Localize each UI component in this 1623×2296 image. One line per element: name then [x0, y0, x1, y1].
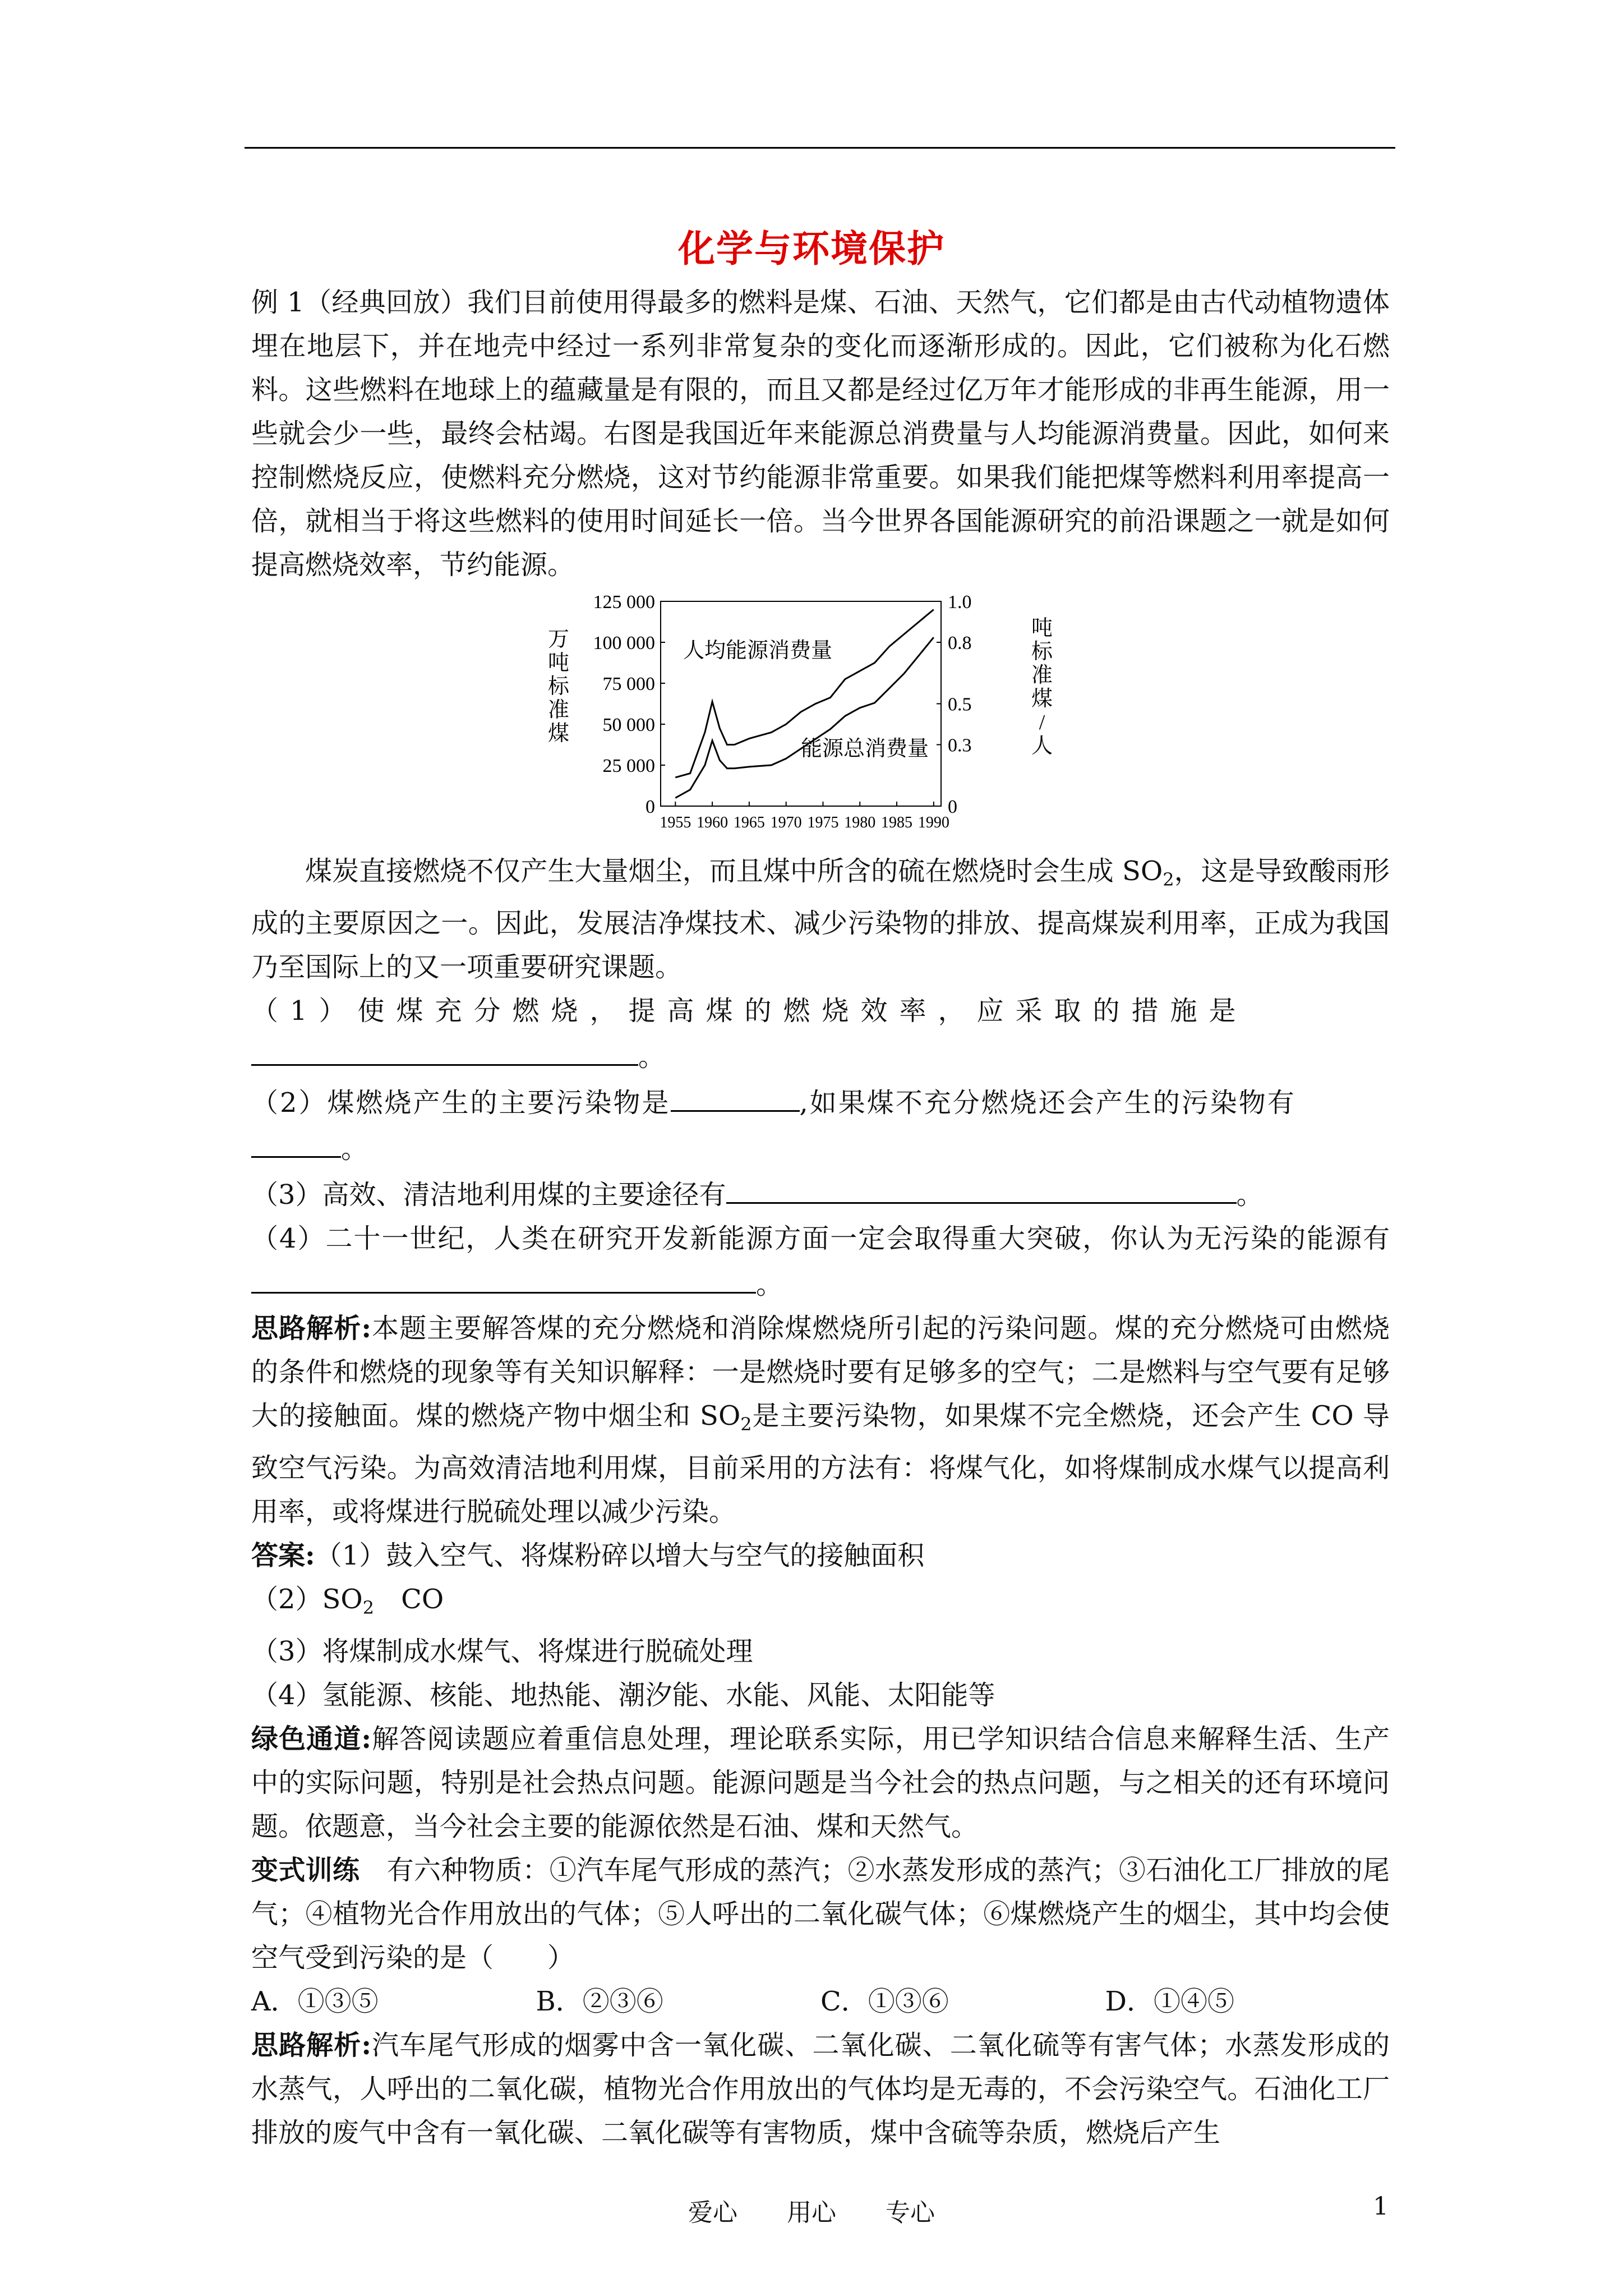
answer-item-1: （1）鼓入空气、将煤粉碎以增大与空气的接触面积	[315, 1540, 925, 1571]
question-3	[251, 1171, 1390, 1217]
chart-frame	[661, 601, 941, 806]
paragraph-coal	[251, 849, 1390, 989]
green-channel	[251, 1717, 1390, 1848]
analysis-1-label: 思路解析:	[251, 1313, 372, 1344]
footer-motto: 爱心 用心 专心	[688, 2198, 935, 2227]
answer-blank-3[interactable]	[726, 1171, 1237, 1204]
so2-subscript: 2	[1163, 869, 1174, 890]
analysis-2	[251, 2023, 1390, 2155]
energy-chart	[543, 590, 1104, 843]
left-tick-label: 25 000	[602, 756, 655, 776]
answer-blank-2a[interactable]	[671, 1079, 800, 1112]
header-rule	[245, 147, 1395, 149]
analysis-1-text-a: 本题主要解答煤的充分燃烧和消除煤燃烧所引起的污染问题。煤的充分燃烧可由燃烧的条件和燃烧的现象等有关知识解释：一是燃烧时要有足够多的空气；二是燃料与空气要有足够大的接触面。煤的燃烧产物中烟尘和 SO	[251, 1313, 1390, 1432]
question-4-a: （4）二十一世纪，人类在研究开发新能源方面一定会取得重大突破，你认为无污染的能源有	[251, 1223, 1390, 1254]
left-axis-label-char: 标	[547, 675, 570, 698]
green-channel-text: 解答阅读题应着重信息处理，理论联系实际，用已学知识结合信息来解释生活、生产中的实际问题，特别是社会热点问题。能源问题是当今社会的热点问题，与之相关的还有环境问题。依题意，当今社会主要的能源依然是石油、煤和天然气。	[251, 1723, 1390, 1842]
paragraph-coal-b: ，这是导致酸雨形成的主要原因之一。因此，发展洁净煤技术、减少污染物的排放、提高煤炭利用率，正成为我国乃至国际上的又一项重要研究课题。	[251, 855, 1390, 983]
left-tick-label: 0	[645, 797, 655, 817]
answer-item-2-sub: 2	[362, 1597, 375, 1618]
green-channel-label: 绿色通道:	[251, 1723, 372, 1755]
left-axis-label-char: 吨	[547, 651, 570, 675]
left-tick-label: 75 000	[602, 674, 655, 694]
left-tick-label: 100 000	[593, 633, 655, 654]
left-axis-label-char: 煤	[547, 722, 570, 746]
x-tick-label: 1985	[881, 814, 913, 831]
question-4	[251, 1217, 1390, 1306]
variant-text: 有六种物质：①汽车尾气形成的蒸汽；②水蒸发形成的蒸汽；③石油化工厂排放的尾气；④植物光合作用放出的气体；⑤人呼出的二氧化碳气体；⑥煤燃烧产生的烟尘，其中均会使空气受到污染的是（ ）	[251, 1855, 1390, 1973]
question-1: （1）使煤充分燃烧，提高煤的燃烧效率，应采取的措施是	[251, 995, 1248, 1027]
analysis-1	[251, 1306, 1390, 1534]
x-tick-label: 1980	[844, 814, 876, 831]
question-1-answer-line	[251, 1033, 1390, 1079]
analysis-1-text-b: 是主要污染物，如果煤不完全燃烧，还会产生 CO 导致空气污染。为高效清洁地利用煤，目前采用的方法有：将煤气化，如将煤制成水煤气以提高利用率，或将煤进行脱硫处理以减少污染。	[251, 1400, 1390, 1527]
right-tick-label: 1.0	[948, 592, 972, 613]
question-3-end: 。	[1236, 1179, 1264, 1211]
answer-item-2-b: CO	[374, 1584, 444, 1615]
variant-training	[251, 1848, 1390, 1980]
question-1-end: 。	[638, 1041, 666, 1073]
option-d[interactable]: D．①④⑤	[1105, 1986, 1234, 2017]
x-tick-label: 1965	[733, 814, 765, 831]
page-content	[251, 280, 1390, 2155]
right-tick-label: 0.8	[948, 633, 972, 654]
choice-options	[251, 1980, 1390, 2023]
left-axis-label-char: 万	[547, 628, 570, 651]
right-axis-label-char: /	[1039, 711, 1045, 734]
question-2-answer-line	[251, 1125, 1390, 1171]
left-tick-label: 125 000	[593, 592, 655, 613]
right-tick-label: 0	[948, 797, 957, 817]
answer-blank-1[interactable]	[251, 1033, 638, 1066]
answer-3: （3）将煤制成水煤气、将煤进行脱硫处理	[251, 1636, 753, 1667]
example-intro: 例 1（经典回放）我们目前使用得最多的燃料是煤、石油、天然气，它们都是由古代动植物遗体埋在地层下，并在地壳中经过一系列非常复杂的变化而逐渐形成的。因此，它们被称为化石燃料。这些燃料在地球上的蕴藏量是有限的，而且又都是经过亿万年才能形成的非再生能源，用一些就会少一些，最终会枯竭。右图是我国近年来能源总消费量与人均能源消费量。因此，如何来控制燃烧反应，使燃料充分燃烧，这对节约能源非常重要。如果我们能把煤等燃料利用率提高一倍，就相当于将这些燃料的使用时间延长一倍。当今世界各国能源研究的前沿课题之一就是如何提高燃烧效率，节约能源。	[251, 287, 1390, 581]
answer-blank-4[interactable]	[251, 1260, 756, 1294]
answer-blank-2b[interactable]	[251, 1125, 341, 1158]
x-tick-label: 1990	[917, 814, 949, 831]
right-tick-label: 0.5	[948, 694, 972, 715]
question-2	[251, 1079, 1390, 1125]
variant-label: 变式训练	[251, 1855, 360, 1886]
answer-label: 答案:	[251, 1540, 315, 1571]
question-2-a: （2）煤燃烧产生的主要污染物是	[251, 1087, 671, 1119]
x-tick-label: 1960	[697, 814, 728, 831]
question-2-b: ,如果煤不充分燃烧还会产生的污染物有	[799, 1087, 1296, 1119]
question-2-end: 。	[341, 1133, 368, 1165]
right-axis-label-char: 煤	[1031, 687, 1053, 711]
option-c[interactable]: C．①③⑥	[820, 1986, 949, 2017]
answer-1	[251, 1534, 1390, 1577]
left-axis-label-char: 准	[547, 698, 570, 722]
right-axis-label-char: 准	[1031, 664, 1053, 687]
left-tick-label: 50 000	[602, 715, 655, 735]
question-3-a: （3）高效、清洁地利用煤的主要途径有	[251, 1179, 726, 1211]
right-axis-label-char: 吨	[1031, 616, 1053, 640]
energy-chart-figure	[251, 590, 1390, 843]
right-tick-label: 0.3	[948, 735, 972, 756]
option-a[interactable]: A．①③⑤	[251, 1986, 379, 2017]
series-label-total: 能源总消费量	[801, 737, 929, 761]
analysis-1-sub: 2	[740, 1414, 752, 1435]
x-tick-label: 1975	[807, 814, 839, 831]
paragraph-coal-a: 煤炭直接燃烧不仅产生大量烟尘，而且煤中所含的硫在燃烧时会生成 SO	[305, 855, 1163, 887]
page-number: 1	[1373, 2192, 1389, 2221]
x-tick-label: 1970	[770, 814, 802, 831]
page-title: 化学与环境保护	[678, 227, 945, 270]
analysis-2-label: 思路解析:	[251, 2030, 372, 2061]
answer-4: （4）氢能源、核能、地热能、潮汐能、水能、风能、太阳能等	[251, 1680, 995, 1711]
answer-2	[251, 1577, 1390, 1630]
analysis-2-text: 汽车尾气形成的烟雾中含一氧化碳、二氧化碳、二氧化硫等有害气体；水蒸发形成的水蒸气，人呼出的二氧化碳，植物光合作用放出的气体均是无毒的，不会污染空气。石油化工厂排放的废气中含有一氧化碳、二氧化碳等有害物质，煤中含硫等杂质，燃烧后产生	[251, 2030, 1390, 2148]
x-tick-label: 1955	[660, 814, 691, 831]
question-4-end: 。	[756, 1269, 783, 1300]
right-axis-label-char: 人	[1031, 734, 1053, 758]
answer-item-2-a: （2）SO	[251, 1584, 363, 1615]
series-label-per-capita: 人均能源消费量	[683, 639, 833, 662]
right-axis-label-char: 标	[1031, 640, 1053, 664]
option-b[interactable]: B．②③⑥	[536, 1986, 663, 2017]
